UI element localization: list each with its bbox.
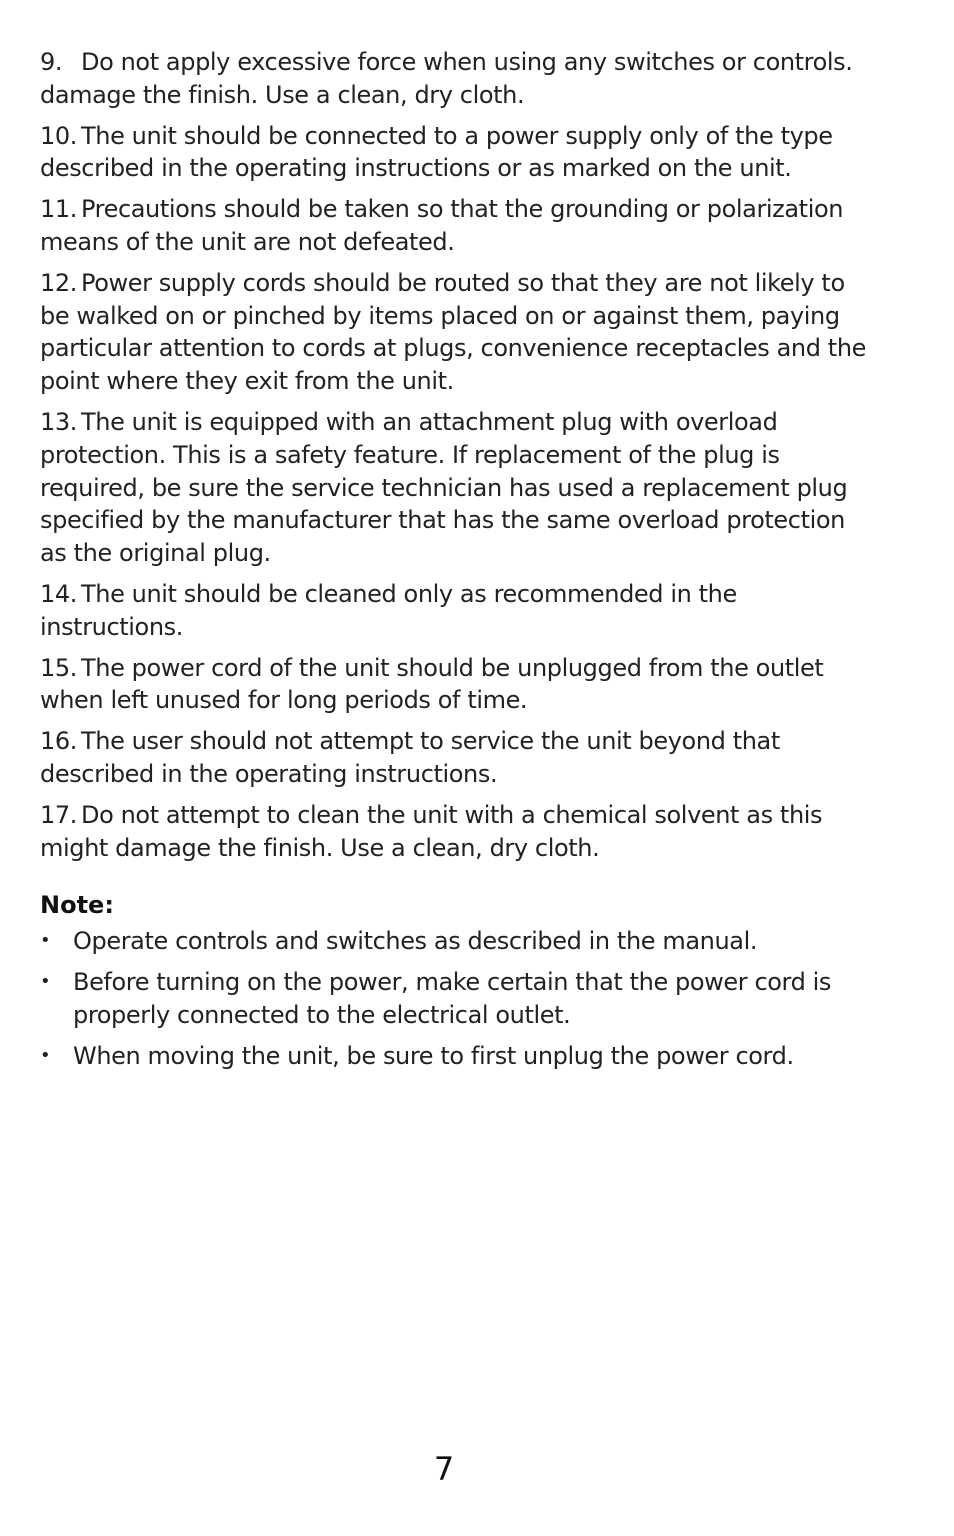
list-item-16: [40, 725, 870, 791]
list-item-9: [40, 46, 870, 112]
item-number: 12.: [40, 268, 77, 297]
bullet-icon: •: [40, 1044, 51, 1066]
list-item-10: [40, 120, 870, 186]
item-number: 15.: [40, 653, 77, 682]
page-content: [40, 46, 870, 1081]
note-bullet-list: [40, 925, 870, 1072]
note-heading: Note:: [40, 891, 114, 920]
note-bullet-item: [40, 925, 870, 958]
list-item-12: [40, 267, 870, 398]
bullet-icon: •: [40, 930, 51, 952]
item-text: The user should not attempt to service the unit beyond that described in the operating instructions.: [40, 727, 780, 788]
item-text: The unit should be connected to a power supply only of the type described in the operating instructions or as marked on the unit.: [40, 121, 833, 183]
page-number: 7: [433, 1450, 455, 1488]
list-item-11: [40, 193, 870, 259]
bullet-text: When moving the unit, be sure to first unplug the power cord.: [73, 1041, 794, 1070]
item-number: 10.: [40, 121, 77, 150]
bullet-icon: •: [40, 971, 51, 993]
item-number: 16.: [40, 727, 77, 756]
item-text: Precautions should be taken so that the grounding or polarization means of the unit are not defeated.: [40, 195, 844, 256]
note-bullet-item: [40, 1040, 870, 1073]
item-number: 11.: [40, 195, 77, 224]
item-number: 9.: [40, 48, 63, 76]
item-text: Do not attempt to clean the unit with a chemical solvent as this might damage the finish. Use a clean, dry cloth.: [40, 800, 823, 862]
list-item-17: [40, 799, 870, 865]
note-bullet-item: [40, 966, 870, 1032]
bullet-text: Operate controls and switches as described in the manual.: [73, 927, 758, 956]
item-text: The unit is equipped with an attachment plug with overload protection. This is a safety feature. If replacement of the plug is required, be sure the service technician has used a replacement plug specified by the manufacturer that has the same overload protection as the original plug.: [40, 407, 848, 568]
list-item-13: [40, 406, 870, 570]
item-text: Do not apply excessive force when using any switches or controls. damage the finish. Use a clean, dry cloth.: [40, 48, 853, 109]
item-text: Power supply cords should be routed so that they are not likely to be walked on or pinched by items placed on or against them, paying particular attention to cords at plugs, convenience receptacles and the point where they exit from the unit.: [40, 268, 866, 396]
bullet-text: Before turning on the power, make certain that the power cord is properly connected to the electrical outlet.: [73, 968, 832, 1029]
item-number: 13.: [40, 407, 77, 436]
item-number: 14.: [40, 579, 77, 608]
item-number: 17.: [40, 800, 77, 829]
list-item-14: [40, 578, 870, 644]
item-text: The unit should be cleaned only as recommended in the instructions.: [40, 579, 737, 641]
list-item-15: [40, 652, 870, 718]
item-text: The power cord of the unit should be unplugged from the outlet when left unused for long periods of time.: [40, 653, 824, 715]
